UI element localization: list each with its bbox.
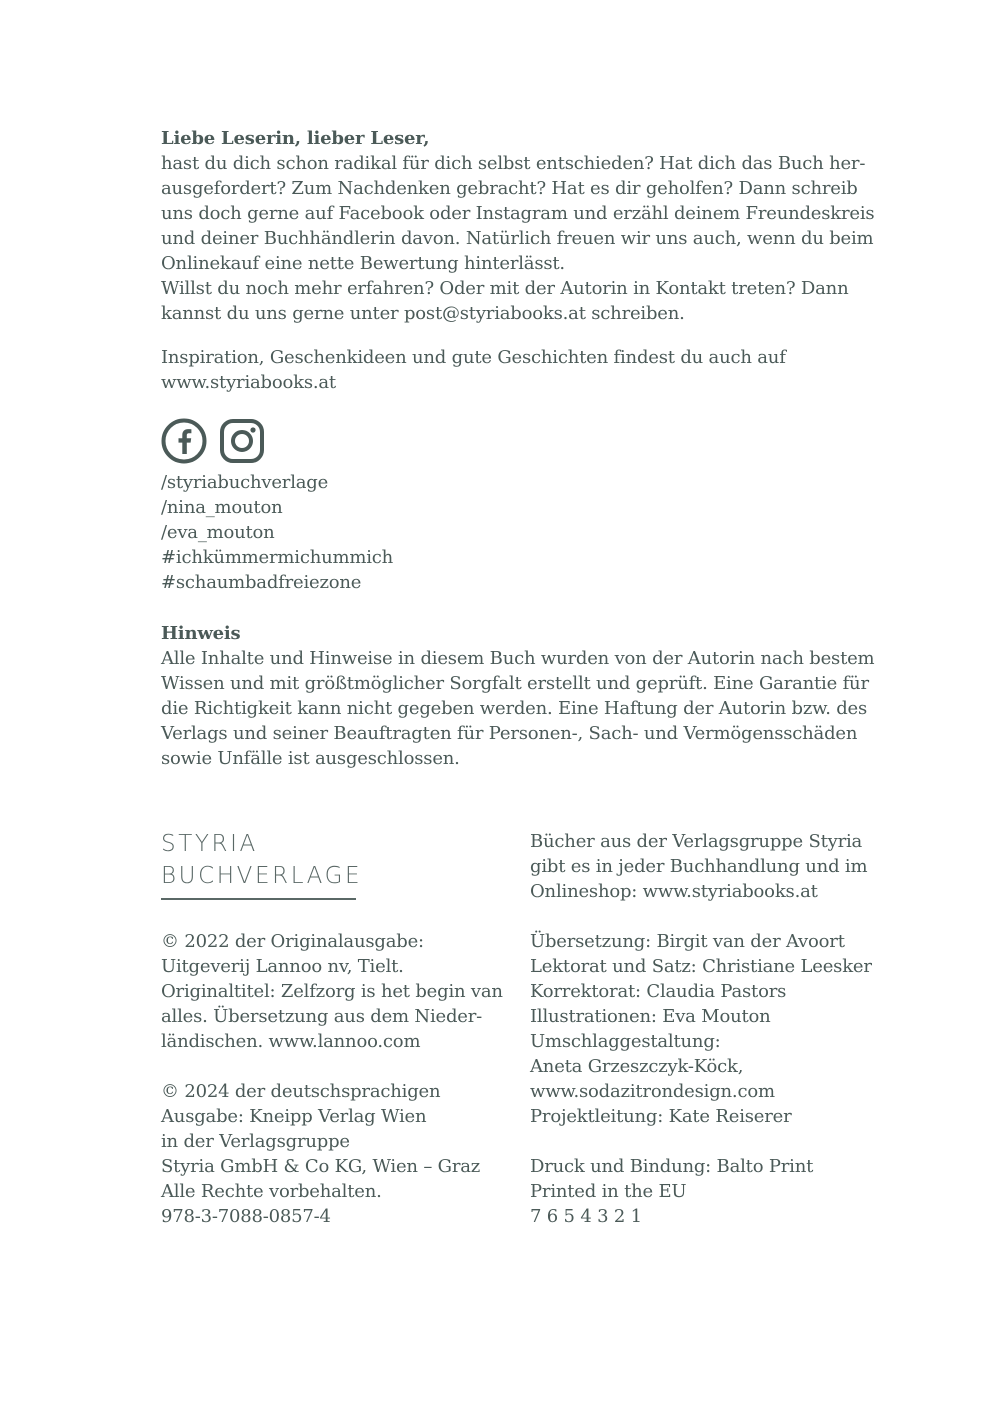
social-handle[interactable]: /nina_mouton <box>161 497 283 518</box>
copyright-line: alles. Übersetzung aus dem Nieder- <box>161 1006 483 1027</box>
credit-line: Illustrationen: Eva Mouton <box>530 1006 771 1027</box>
inspiration-line: Inspiration, Geschenkideen und gute Geschichten findest du auch auf <box>161 347 786 368</box>
facebook-icon[interactable] <box>161 418 207 464</box>
reader-letter-line: und deiner Buchhändlerin davon. Natürlich freuen wir uns auch, wenn du beim <box>161 228 874 249</box>
reader-letter-line: uns doch gerne auf Facebook oder Instagram und erzähl deinem Freundeskreis <box>161 203 875 224</box>
shop-info <box>530 829 910 904</box>
disclaimer-line: Verlags und seiner Beauftragten für Personen-, Sach- und Vermögensschäden <box>161 723 858 744</box>
shop-info-line: Bücher aus der Verlagsgruppe Styria <box>530 831 863 852</box>
print-run-numbers: 7 6 5 4 3 2 1 <box>530 1206 642 1227</box>
printing-line: Printed in the EU <box>530 1181 687 1202</box>
credit-line: Korrektorat: Claudia Pastors <box>530 981 787 1002</box>
disclaimer <box>161 621 881 771</box>
copyright-line: © 2022 der Originalausgabe: <box>161 931 424 952</box>
copyright-original <box>161 929 511 1054</box>
credit-line: Übersetzung: Birgit van der Avoort <box>530 931 845 952</box>
copyright-line: Styria GmbH & Co KG, Wien – Graz <box>161 1156 481 1177</box>
reader-letter-line: Onlinekauf eine nette Bewertung hinterlässt. <box>161 253 565 274</box>
logo-line-buchverlage: BUCHVERLAGE <box>161 863 363 889</box>
social-hashtag[interactable]: #ichkümmermichummich <box>161 547 394 568</box>
copyright-line: Originaltitel: Zelfzorg is het begin van <box>161 981 503 1002</box>
printing-info <box>530 1154 910 1229</box>
reader-letter-line: ausgefordert? Zum Nachdenken gebracht? Hat es dir geholfen? Dann schreib <box>161 178 858 199</box>
social-handle[interactable]: /styriabuchverlage <box>161 472 329 493</box>
disclaimer-line: sowie Unfälle ist ausgeschlossen. <box>161 748 460 769</box>
reader-letter <box>161 126 881 326</box>
inspiration-link[interactable]: www.styriabooks.at <box>161 372 336 393</box>
logo-line-styria: STYRIA <box>161 831 258 857</box>
inspiration-note <box>161 345 881 395</box>
social-icons <box>161 418 265 464</box>
reader-letter-line: kannst du uns gerne unter post@styriabooks.at schreiben. <box>161 303 685 324</box>
reader-letter-line: hast du dich schon radikal für dich selbst entschieden? Hat dich das Buch her- <box>161 153 866 174</box>
social-handles <box>161 470 881 595</box>
credit-line: Umschlaggestaltung: <box>530 1031 721 1052</box>
isbn: 978-3-7088-0857-4 <box>161 1206 331 1227</box>
reader-letter-line: Willst du noch mehr erfahren? Oder mit der Autorin in Kontakt treten? Dann <box>161 278 849 299</box>
copyright-german <box>161 1079 511 1229</box>
publisher-logo <box>161 828 363 900</box>
social-hashtag[interactable]: #schaumbadfreiezone <box>161 572 362 593</box>
shop-info-line: gibt es in jeder Buchhandlung und im <box>530 856 868 877</box>
shop-info-line: Onlineshop: www.styriabooks.at <box>530 881 818 902</box>
instagram-icon[interactable] <box>219 418 265 464</box>
copyright-line: Uitgeverij Lannoo nv, Tielt. <box>161 956 404 977</box>
copyright-line: Alle Rechte vorbehalten. <box>161 1181 382 1202</box>
disclaimer-line: die Richtigkeit kann nicht gegeben werden. Eine Haftung der Autorin bzw. des <box>161 698 868 719</box>
logo-underline <box>161 898 356 900</box>
disclaimer-heading: Hinweis <box>161 623 241 644</box>
disclaimer-line: Wissen und mit größtmöglicher Sorgfalt erstellt und geprüft. Eine Garantie für <box>161 673 869 694</box>
reader-letter-heading: Liebe Leserin, lieber Leser, <box>161 128 430 149</box>
credit-line: Lektorat und Satz: Christiane Leesker <box>530 956 872 977</box>
copyright-line: in der Verlagsgruppe <box>161 1131 350 1152</box>
copyright-line: Ausgabe: Kneipp Verlag Wien <box>161 1106 427 1127</box>
social-handle[interactable]: /eva_mouton <box>161 522 275 543</box>
credit-line: Projektleitung: Kate Reiserer <box>530 1106 792 1127</box>
printing-line: Druck und Bindung: Balto Print <box>530 1156 814 1177</box>
copyright-line: ländischen. www.lannoo.com <box>161 1031 421 1052</box>
copyright-line: © 2024 der deutschsprachigen <box>161 1081 441 1102</box>
disclaimer-line: Alle Inhalte und Hinweise in diesem Buch wurden von der Autorin nach bestem <box>161 648 875 669</box>
credit-line: Aneta Grzeszczyk-Köck, <box>530 1056 744 1077</box>
credit-line: www.sodazitrondesign.com <box>530 1081 775 1102</box>
credits <box>530 929 910 1129</box>
